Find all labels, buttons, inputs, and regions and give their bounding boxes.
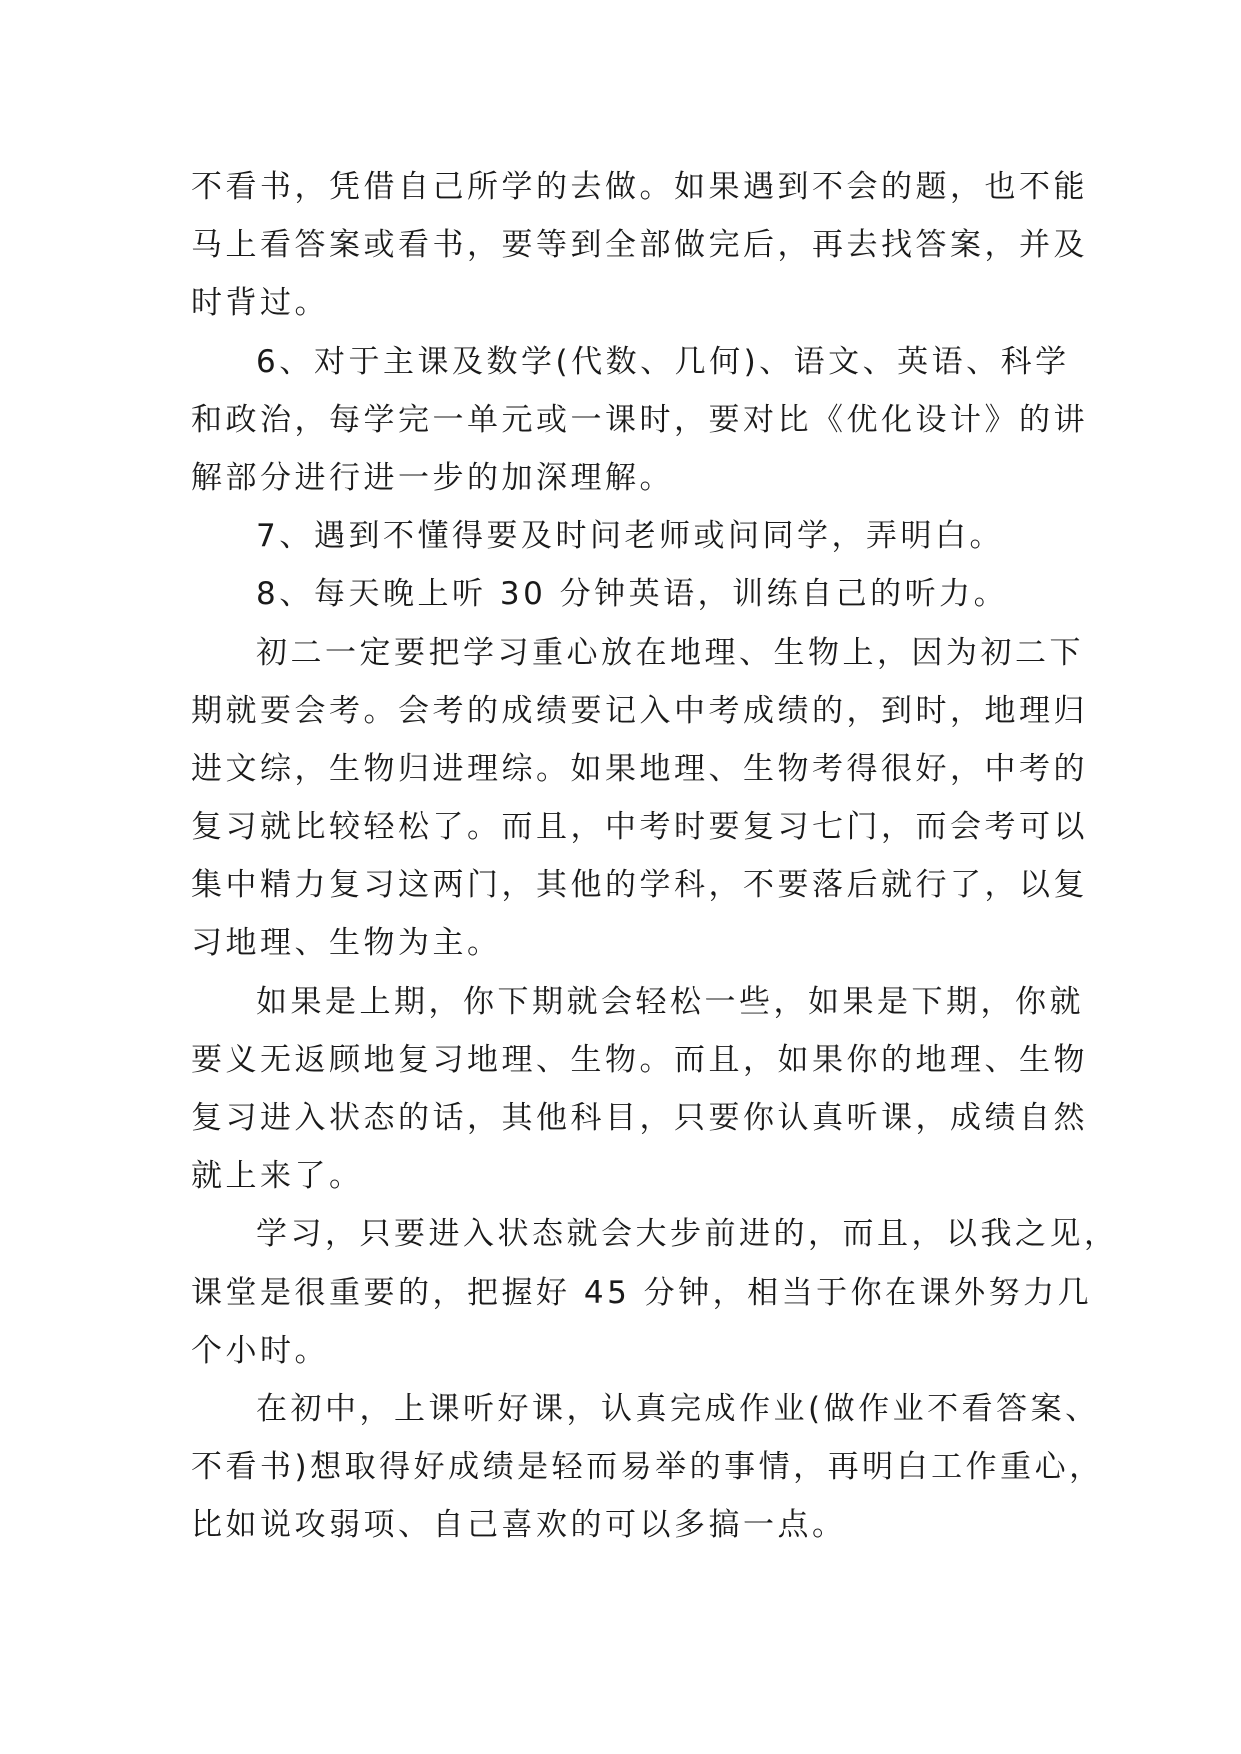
text-line: 和政治，每学完一单元或一课时，要对比《优化设计》的讲	[191, 401, 1088, 438]
numbered-item-7	[191, 507, 1071, 565]
item-number: 8、	[256, 576, 314, 613]
paragraph-grade-two-focus	[191, 624, 1088, 973]
document-body	[191, 158, 1119, 1555]
text-line: 个小时。	[191, 1332, 329, 1369]
text-line: 遇到不懂得要及时问老师或问同学，弄明白。	[314, 518, 1004, 555]
numbered-item-8	[191, 565, 1071, 623]
paragraph-classroom-importance	[191, 1205, 1119, 1380]
text-line: 对于主课及数学(代数、几何)、语文、英语、科学	[314, 343, 1070, 380]
text-line: 初二一定要把学习重心放在地理、生物上，因为初二下	[256, 634, 1084, 671]
text-line: 每天晚上听 30 分钟英语，训练自己的听力。	[314, 576, 1009, 613]
text-line: 学习，只要进入状态就会大步前进的，而且，以我之见，	[256, 1216, 1119, 1253]
paragraph-semester-advice	[191, 973, 1088, 1206]
text-line: 期就要会考。会考的成绩要记入中考成绩的，到时，地理归	[191, 692, 1088, 729]
text-line: 复习就比较轻松了。而且，中考时要复习七门，而会考可以	[191, 809, 1088, 846]
text-line: 要义无返顾地复习地理、生物。而且，如果你的地理、生物	[191, 1041, 1088, 1078]
text-line: 就上来了。	[191, 1158, 364, 1195]
text-line: 解部分进行进一步的加深理解。	[191, 459, 674, 496]
text-line: 习地理、生物为主。	[191, 925, 502, 962]
text-line: 复习进入状态的话，其他科目，只要你认真听课，成绩自然	[191, 1100, 1088, 1136]
item-number: 7、	[256, 518, 314, 555]
text-line: 在初中，上课听好课，认真完成作业(做作业不看答案、	[256, 1390, 1100, 1427]
text-line: 马上看答案或看书，要等到全部做完后，再去找答案，并及	[191, 227, 1088, 264]
paragraph-continuation	[191, 158, 1088, 333]
item-number: 6、	[256, 343, 314, 380]
text-line: 课堂是很重要的，把握好 45 分钟，相当于你在课外努力几	[191, 1274, 1093, 1311]
text-line: 集中精力复习这两门，其他的学科，不要落后就行了，以复	[191, 867, 1088, 904]
numbered-item-6	[191, 333, 1088, 508]
text-line: 进文综，生物归进理综。如果地理、生物考得很好，中考的	[191, 750, 1088, 787]
text-line: 不看书，凭借自己所学的去做。如果遇到不会的题，也不能	[191, 169, 1088, 205]
text-line: 比如说攻弱项、自己喜欢的可以多搞一点。	[191, 1507, 847, 1544]
text-line: 不看书)想取得好成绩是轻而易举的事情，再明白工作重心，	[191, 1449, 1104, 1486]
paragraph-junior-high-tips	[191, 1380, 1104, 1555]
text-line: 时背过。	[191, 285, 329, 322]
text-line: 如果是上期，你下期就会轻松一些，如果是下期，你就	[256, 983, 1084, 1020]
